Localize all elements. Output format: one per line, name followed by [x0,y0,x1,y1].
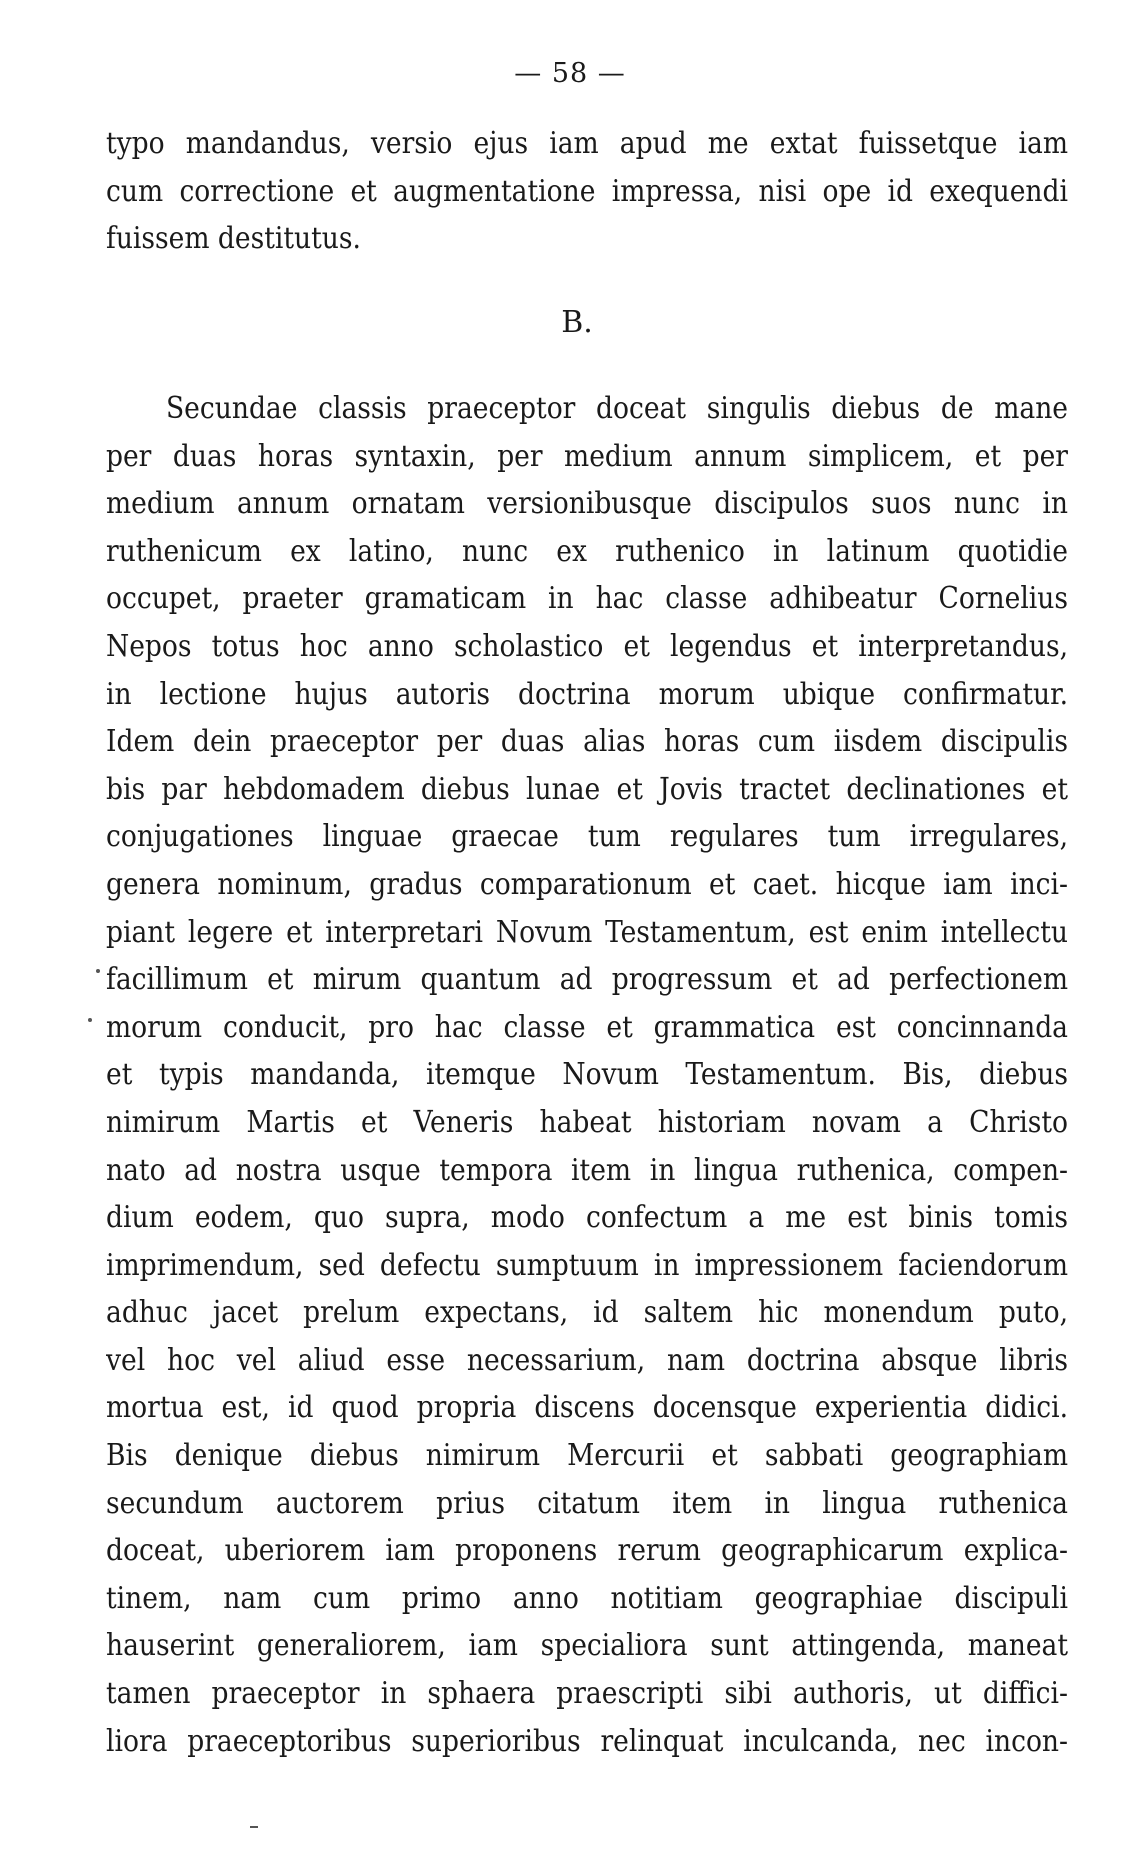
text-line: Nepos totus hoc anno scholastico et legendus et interpretandus, [106,628,1068,663]
section-heading: B. [561,305,593,340]
text-line: doceat, uberiorem iam proponens rerum geographicarum explica- [106,1533,1068,1568]
page-number: — 58 — [514,58,626,89]
text-line: liora praeceptoribus superioribus relinquat inculcanda, nec incon- [106,1723,1068,1758]
text-line: in lectione hujus autoris doctrina morum ubique confirmatur. [106,676,1068,711]
text-line: conjugationes linguae graecae tum regulares tum irregulares, [106,819,1068,854]
text-line: morum conducit, pro hac classe et grammatica est concinnanda [106,1009,1068,1044]
text-line: Idem dein praeceptor per duas alias horas cum iisdem discipulis [106,724,1068,759]
text-line: ruthenicum ex latino, nunc ex ruthenico in latinum quotidie [106,533,1068,568]
text-line: facillimum et mirum quantum ad progressum et ad perfectionem [106,962,1068,997]
text-line: bis par hebdomadem diebus lunae et Jovis tractet declinationes et [106,771,1068,806]
text-line: piant legere et interpretari Novum Testamentum, est enim intellectu [106,914,1068,949]
text-line: imprimendum, sed defectu sumptuum in impressionem faciendorum [106,1247,1068,1282]
text-line: cum correctione et augmentatione impressa, nisi ope id exequendi [106,173,1068,208]
text-line: vel hoc vel aliud esse necessarium, nam doctrina absque libris [106,1342,1068,1377]
text-line: secundum auctorem prius citatum item in lingua ruthenica [106,1485,1068,1520]
text-line: tinem, nam cum primo anno notitiam geographiae discipuli [106,1580,1068,1615]
text-line: genera nominum, gradus comparationum et caet. hicque iam inci- [106,866,1068,901]
print-speck [96,969,100,973]
text-line: Secundae classis praeceptor doceat singulis diebus de mane [166,391,1068,425]
text-line: mortua est, id quod propria discens docensque experientia didici. [106,1390,1068,1425]
text-line: et typis mandanda, itemque Novum Testamentum. Bis, diebus [106,1057,1068,1092]
text-line: occupet, praeter gramaticam in hac classe adhibeatur Cornelius [106,581,1068,616]
text-line: typo mandandus, versio ejus iam apud me extat fuissetque iam [106,126,1068,160]
text-line: nimirum Martis et Veneris habeat historiam novam a Christo [106,1104,1068,1139]
paragraph-continuation [106,120,1068,263]
text-line: medium annum ornatam versionibusque discipulos suos nunc in [106,486,1068,521]
print-speck [88,1018,92,1022]
text-line: dium eodem, quo supra, modo confectum a me est binis tomis [106,1200,1068,1235]
print-speck [250,1826,258,1828]
text-line: Bis denique diebus nimirum Mercurii et sabbati geographiam [106,1438,1068,1473]
text-line: nato ad nostra usque tempora item in lingua ruthenica, compen- [106,1152,1068,1187]
text-line: tamen praeceptor in sphaera praescripti sibi authoris, ut diffici- [106,1676,1068,1711]
text-line: fuissem destitutus. [106,221,361,256]
text-line: adhuc jacet prelum expectans, id saltem hic monendum puto, [106,1295,1068,1330]
text-line: hauserint generaliorem, iam specialiora sunt attingenda, maneat [106,1628,1068,1663]
paragraph-section-b [106,385,1068,1765]
text-line: per duas horas syntaxin, per medium annum simplicem, et per [106,438,1068,473]
